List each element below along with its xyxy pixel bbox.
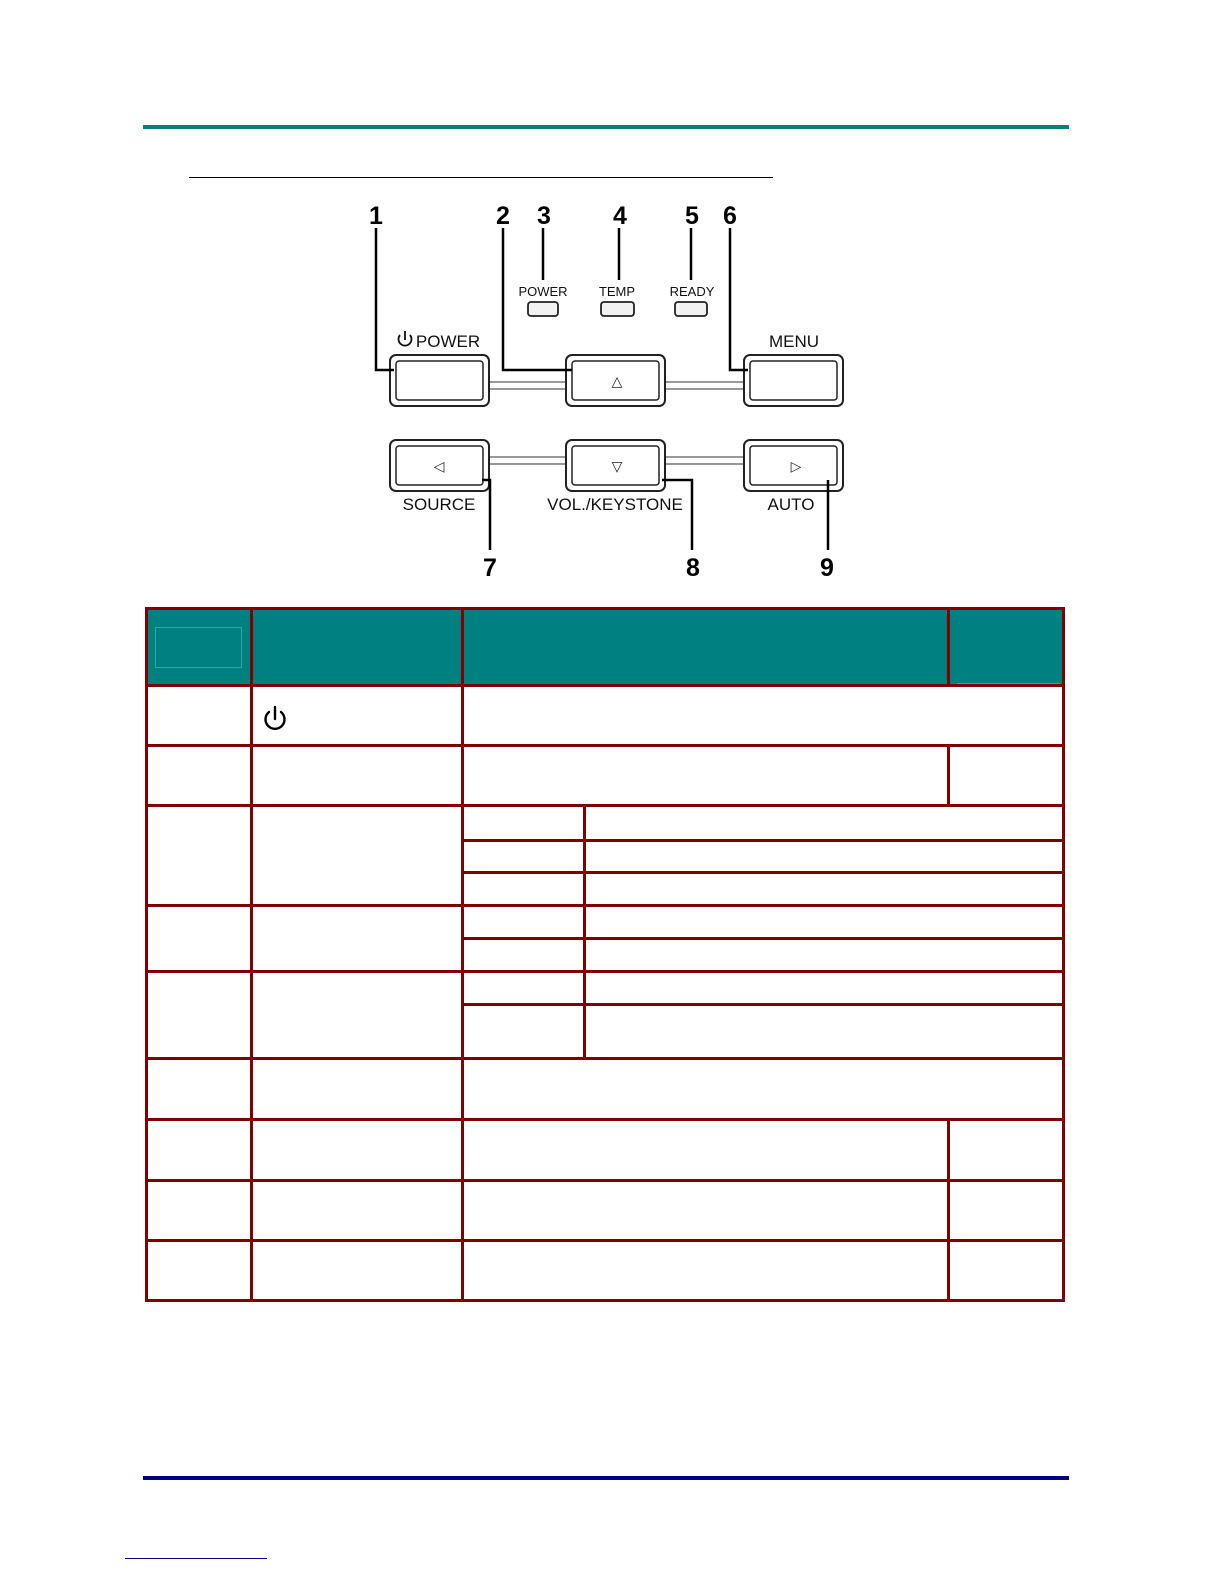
button-label-power: POWER xyxy=(415,332,481,351)
left-arrow-icon: ◁ xyxy=(433,458,445,474)
callout-2: 2 xyxy=(496,202,510,230)
column-separator xyxy=(583,970,586,1059)
row-separator xyxy=(145,684,1065,687)
row-separator xyxy=(145,904,1065,907)
table-border-bottom xyxy=(145,1299,1065,1302)
down-arrow-icon: ▽ xyxy=(611,458,623,474)
row-separator xyxy=(145,1239,1065,1242)
row-separator xyxy=(145,1057,1065,1060)
table-border-right xyxy=(1062,607,1065,1302)
row-separator xyxy=(462,871,1065,874)
up-arrow-icon: △ xyxy=(611,373,623,389)
button-label-auto: AUTO xyxy=(767,495,815,514)
row-separator xyxy=(145,744,1065,747)
row-separator xyxy=(462,839,1065,842)
power-icon xyxy=(261,705,289,733)
callout-9: 9 xyxy=(820,554,834,582)
led-label-ready: READY xyxy=(669,284,715,299)
callout-5: 5 xyxy=(685,202,699,230)
table-border-top xyxy=(145,607,1065,610)
row-separator xyxy=(462,1003,1065,1006)
control-panel-table xyxy=(145,607,1065,1302)
header-rule xyxy=(143,125,1069,129)
right-arrow-icon: ▷ xyxy=(790,458,802,474)
row-separator xyxy=(145,1179,1065,1182)
row-separator xyxy=(145,1118,1065,1121)
header-cell-box xyxy=(155,627,242,668)
callout-1: 1 xyxy=(369,202,383,230)
table-border-left xyxy=(145,607,148,1302)
button-label-menu: MENU xyxy=(768,332,820,351)
button-label-vol-keystone: VOL./KEYSTONE xyxy=(547,495,683,514)
column-separator xyxy=(947,1118,950,1301)
footer-rule xyxy=(143,1476,1069,1480)
callout-4: 4 xyxy=(613,202,627,230)
row-separator xyxy=(462,937,1065,940)
led-label-temp: TEMP xyxy=(598,284,636,299)
callout-6: 6 xyxy=(723,202,737,230)
column-separator xyxy=(461,607,464,1302)
row-separator xyxy=(145,970,1065,973)
footnote-rule xyxy=(125,1558,267,1559)
led-label-power: POWER xyxy=(518,284,568,299)
column-separator xyxy=(583,804,586,970)
control-panel-figure xyxy=(369,198,852,586)
section-title-rule xyxy=(189,177,773,178)
callout-8: 8 xyxy=(686,554,700,582)
column-separator xyxy=(947,744,950,805)
callout-3: 3 xyxy=(537,202,551,230)
column-separator xyxy=(947,607,950,686)
button-label-source: SOURCE xyxy=(402,495,476,514)
table-header-row xyxy=(145,607,1065,686)
control-panel-drawing xyxy=(372,198,852,586)
callout-7: 7 xyxy=(483,554,497,582)
column-separator xyxy=(250,607,253,1302)
row-separator xyxy=(145,804,1065,807)
